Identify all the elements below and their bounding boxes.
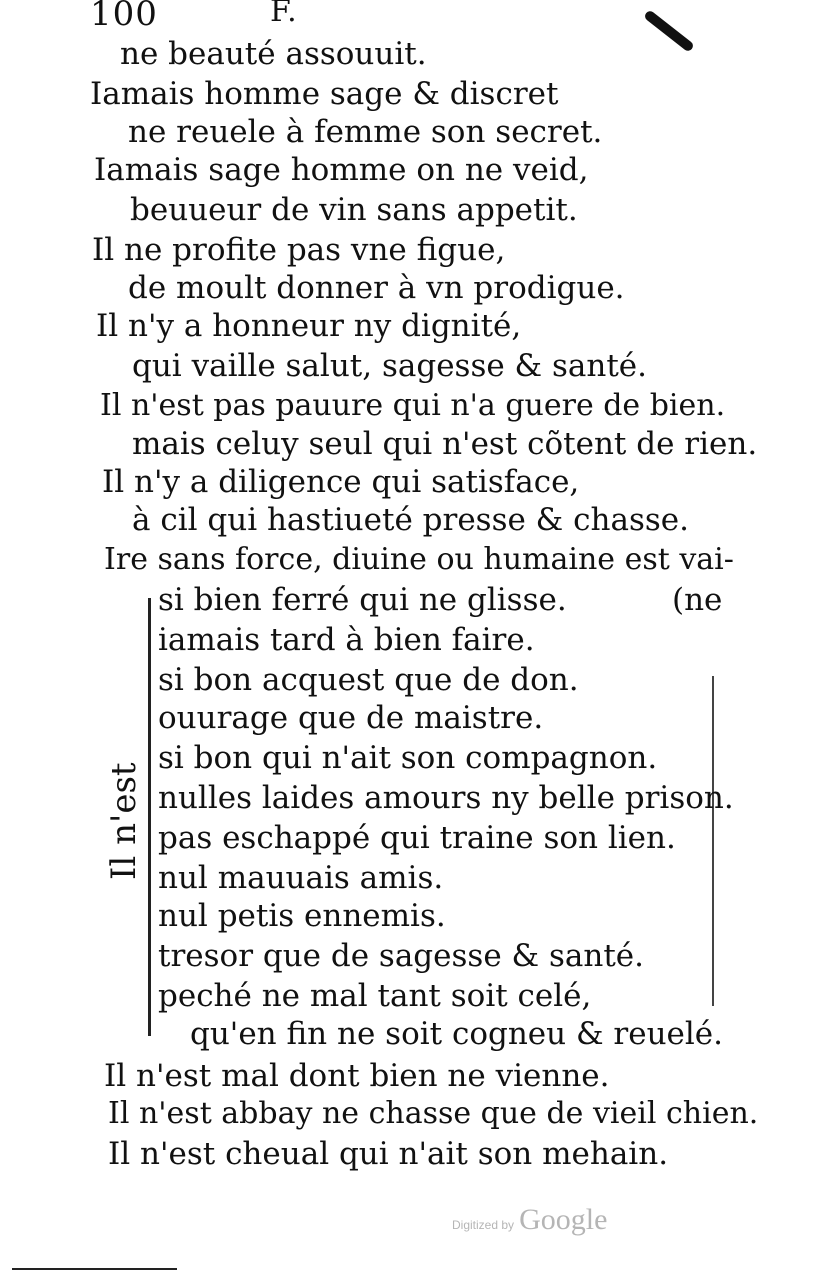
verse-line: Il n'est mal dont bien ne vienne. xyxy=(104,1058,610,1094)
verse-line: qu'en fin ne soit cogneu & reuelé. xyxy=(190,1016,723,1052)
signature-mark: F. xyxy=(270,0,298,29)
verse-line: tresor que de sagesse & santé. xyxy=(158,938,644,974)
page-number: 100 xyxy=(90,0,158,34)
digitization-watermark xyxy=(452,1203,607,1237)
bracket-label: Il n'est xyxy=(104,762,144,880)
verse-line: Il n'est abbay ne chasse que de vieil chien. xyxy=(108,1096,759,1131)
verse-line: mais celuy seul qui n'est cõtent de rien. xyxy=(132,426,758,462)
verse-line: si bon acquest que de don. xyxy=(158,662,579,698)
verse-line: beuueur de vin sans appetit. xyxy=(130,192,578,228)
page-header xyxy=(90,0,298,34)
verse-line: Iamais sage homme on ne veid, xyxy=(94,152,589,188)
verse-line: Il n'y a honneur ny dignité, xyxy=(96,308,522,344)
verse-line: Il n'est cheual qui n'ait son mehain. xyxy=(108,1136,669,1172)
verse-line: nul petis ennemis. xyxy=(158,898,446,934)
verse-line: ne reuele à femme son secret. xyxy=(128,114,603,150)
verse-line: Ire sans force, diuine ou humaine est vai- xyxy=(104,542,734,577)
verse-line: Il ne profite pas vne figue, xyxy=(92,232,506,268)
verse-line: nul mauuais amis. xyxy=(158,860,444,896)
verse-line: ne beauté assouuit. xyxy=(120,36,427,72)
brace-line-right xyxy=(712,676,714,1006)
watermark-brand: Google xyxy=(519,1203,608,1236)
verse-line-continuation: (ne xyxy=(672,582,723,618)
verse-line: si bon qui n'ait son compagnon. xyxy=(158,740,658,776)
verse-line: peché ne mal tant soit celé, xyxy=(158,978,592,1014)
verse-line: Il n'y a diligence qui satisface, xyxy=(102,464,580,500)
watermark-prefix: Digitized by xyxy=(452,1218,515,1232)
footer-rule xyxy=(12,1268,177,1270)
verse-line: ouurage que de maistre. xyxy=(158,700,544,736)
verse-line: si bien ferré qui ne glisse. xyxy=(158,582,567,618)
verse-line: nulles laides amours ny belle prison. xyxy=(158,780,734,816)
ink-mark xyxy=(643,9,695,53)
verse-line: Il n'est pas pauure qui n'a guere de bien. xyxy=(100,388,726,423)
verse-line: de moult donner à vn prodigue. xyxy=(128,270,625,306)
verse-line: qui vaille salut, sagesse & santé. xyxy=(132,348,648,384)
verse-line: iamais tard à bien faire. xyxy=(158,622,535,658)
verse-line: à cil qui hastiueté presse & chasse. xyxy=(132,502,689,538)
verse-line: pas eschappé qui traine son lien. xyxy=(158,820,676,856)
brace-line xyxy=(148,598,151,1036)
verse-line: Iamais homme sage & discret xyxy=(90,76,559,112)
